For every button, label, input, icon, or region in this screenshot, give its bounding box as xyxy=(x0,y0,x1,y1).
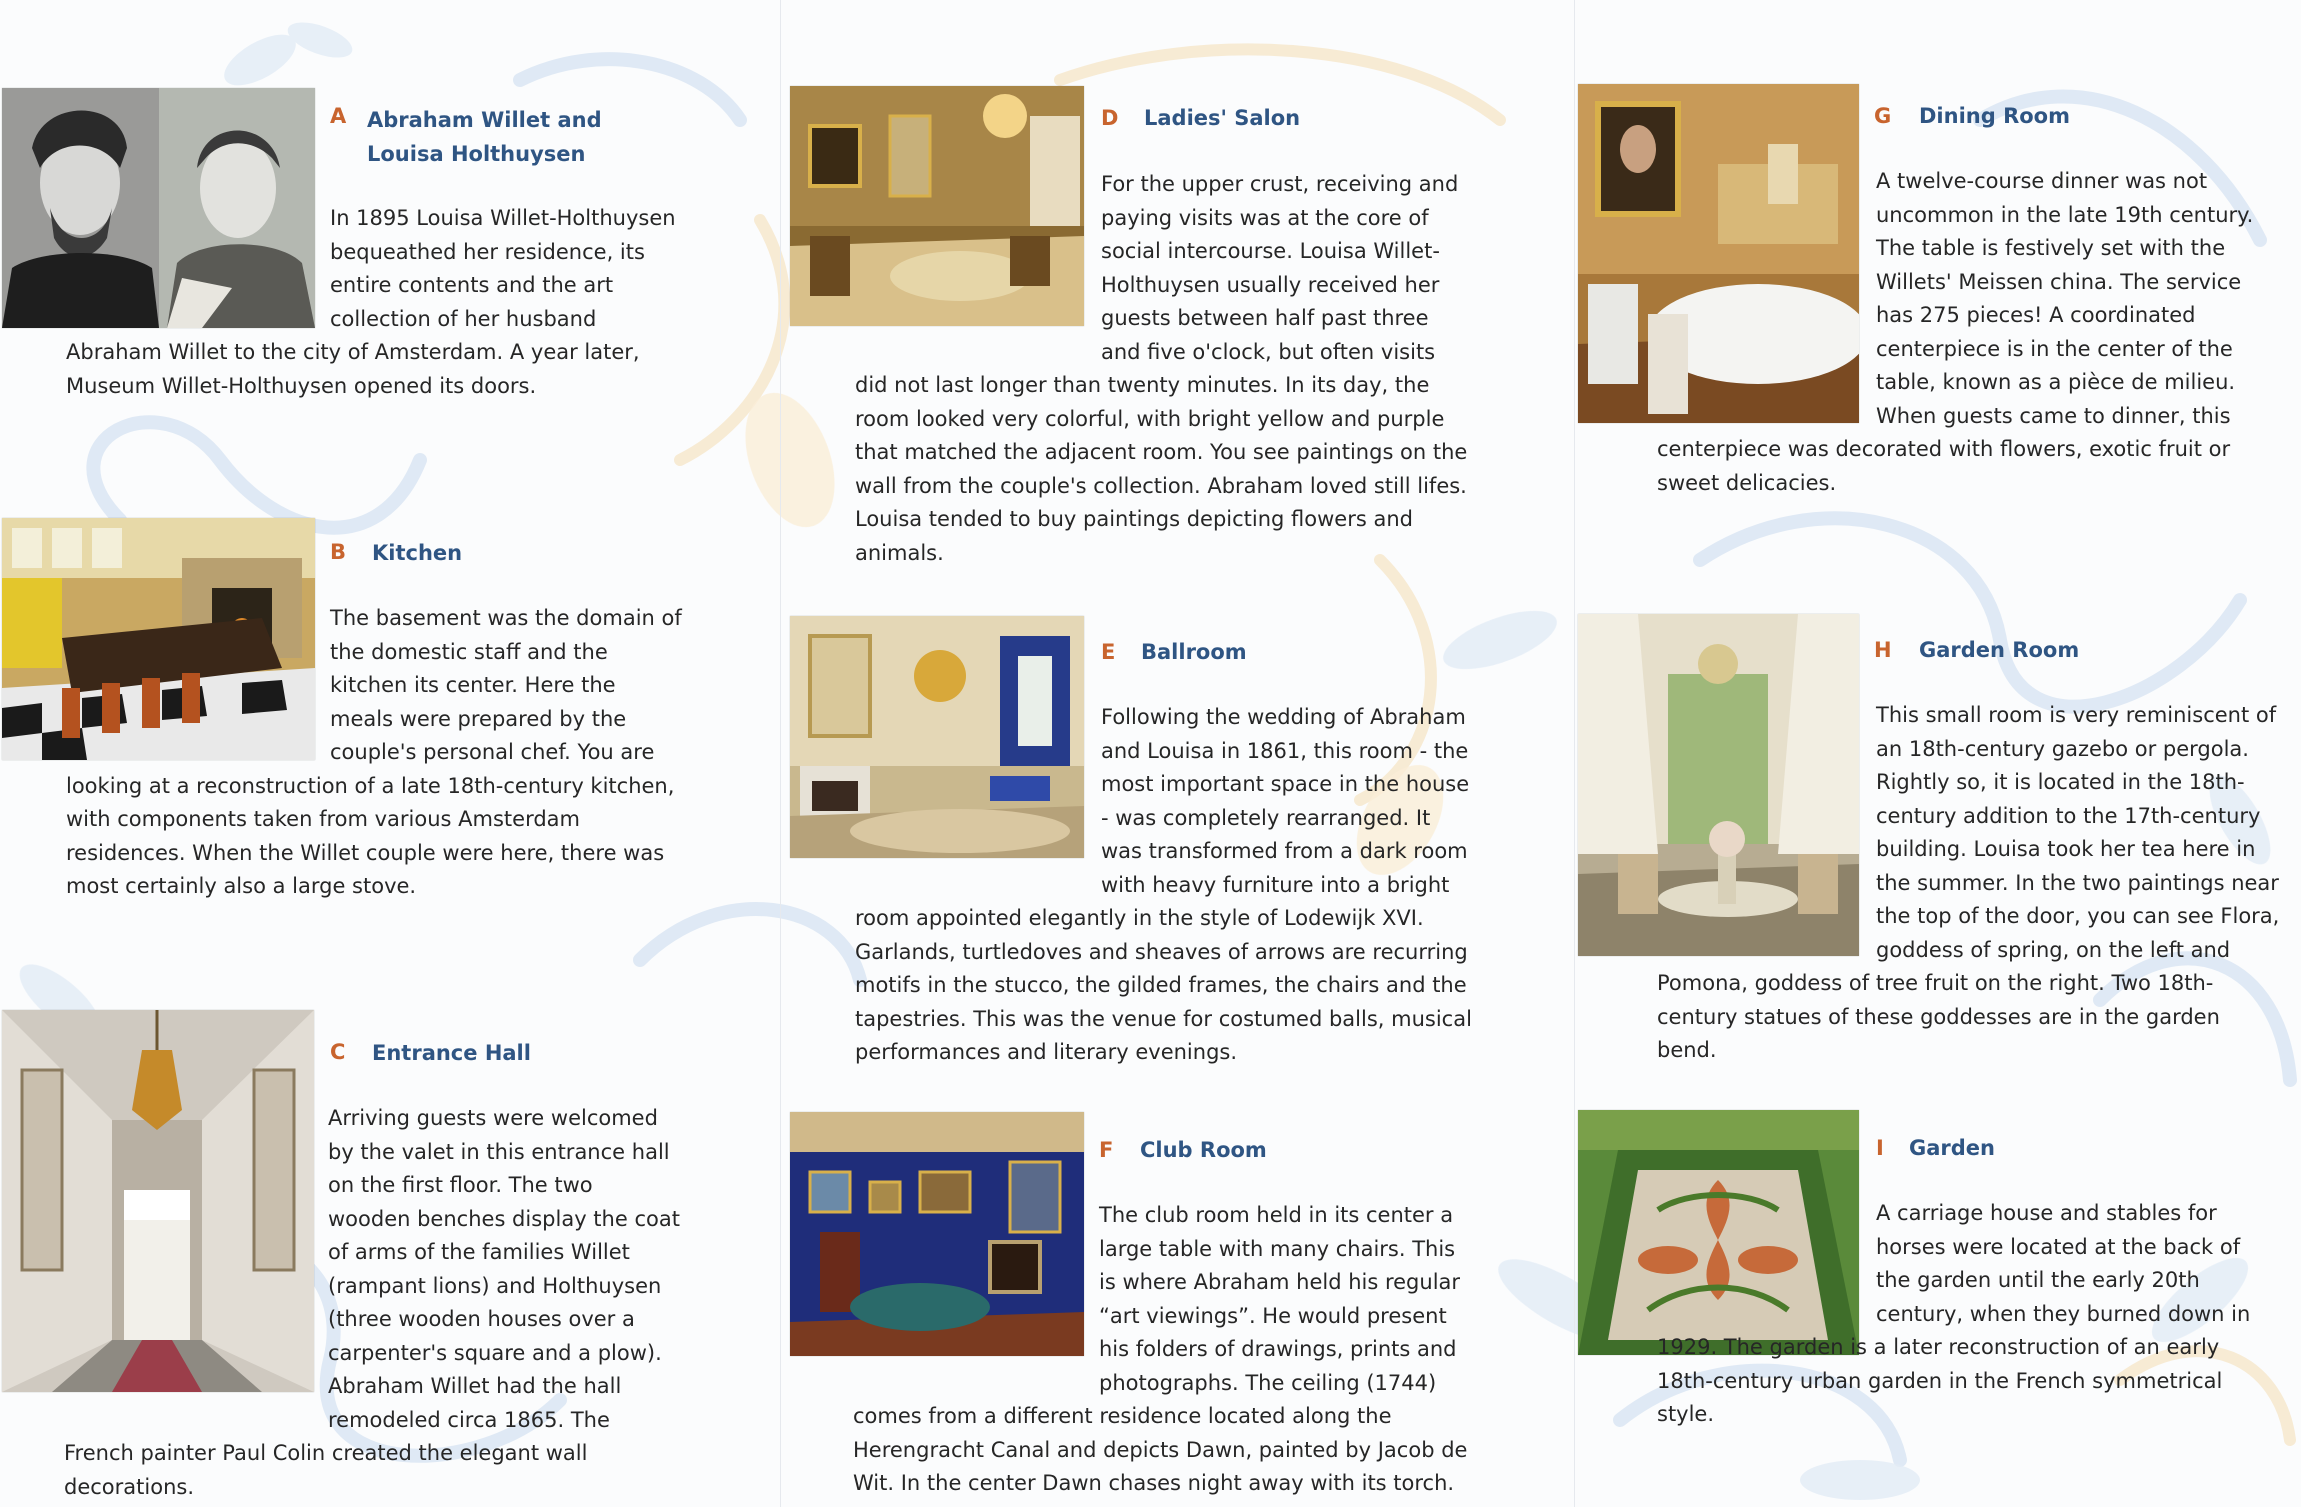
panel-fold xyxy=(1574,0,1575,1507)
section-text-content: For the upper crust, receiving and paying visits was at the core of social intercourse. Louisa Willet-Holthuysen usually received her guests between half past three and five o'clock, but often visits did not last longer than twenty minutes. In its day, the room looked very colorful, with bright yellow and purple that matched the adjacent room. You see paintings on the wall from the couple's collection. Abraham loved still lifes. Louisa tended to buy paintings depicting flowers and animals. xyxy=(855,172,1468,565)
section-title: Kitchen xyxy=(372,541,463,565)
section-title: Entrance Hall xyxy=(372,1041,531,1065)
section-text-content: In 1895 Louisa Willet-Holthuysen bequeathed her residence, its entire contents and the art collection of her husband Abraham Willet to the city of Amsterdam. A year later, Museum Willet-Holthuysen opened its doors. xyxy=(66,206,676,398)
section-text xyxy=(1657,165,2281,500)
section-text xyxy=(1657,699,2281,1068)
section-text xyxy=(1657,1197,2281,1432)
section-title: Ballroom xyxy=(1141,640,1247,664)
section-title: Garden Room xyxy=(1919,638,2080,662)
section-letter: F xyxy=(1099,1138,1114,1162)
section-title: Ladies' Salon xyxy=(1144,106,1301,130)
section-letter: E xyxy=(1101,640,1116,664)
section-letter: B xyxy=(330,540,347,564)
section-text-content: Arriving guests were welcomed by the valet in this entrance hall on the first floor. The two wooden benches display the coat of arms of the families Willet (rampant lions) and Holthuysen (three wooden houses over a carpenter's square and a plow). Abraham Willet had the hall remodeled circa 1865. The French painter Paul Colin created the elegant wall decorations. xyxy=(64,1106,680,1499)
section-text-content: This small room is very reminiscent of an 18th-century gazebo or pergola. Rightly so, it is located in the 18th-century addition to the 17th-century building. Louisa took her tea here in the summer. In the two paintings near the top of the door, you can see Flora, goddess of spring, on the left and Pomona, goddess of tree fruit on the right. Two 18th-century statues of these goddesses are in the garden bend. xyxy=(1657,703,2280,1062)
section-title: Club Room xyxy=(1140,1138,1267,1162)
section-title: Abraham Willet and Louisa Holthuysen xyxy=(367,108,602,166)
section-title: Dining Room xyxy=(1919,104,2070,128)
section-text-content: The basement was the domain of the domestic staff and the kitchen its center. Here the meals were prepared by the couple's personal chef. You are looking at a reconstruction of a late 18th-century kitchen, with components taken from various Amsterdam residences. When the Willet couple were here, there was most certainly also a large stove. xyxy=(66,606,682,898)
section-text xyxy=(66,602,682,904)
section-letter: H xyxy=(1874,638,1892,662)
section-letter: A xyxy=(330,104,347,128)
section-text-content: A twelve-course dinner was not uncommon in the late 19th century. The table is festively set with the Willets' Meissen china. The service has 275 pieces! A coordinated centerpiece is in the center of the table, known as a pièce de milieu. When guests came to dinner, this centerpiece was decorated with flowers, exotic fruit or sweet delicacies. xyxy=(1657,169,2254,495)
section-letter: D xyxy=(1101,106,1119,130)
section-text-content: A carriage house and stables for horses were located at the back of the garden until the early 20th century, when they burned down in 1929. The garden is a later reconstruction of an early 18th-century urban garden in the French symmetrical style. xyxy=(1657,1201,2251,1426)
section-text xyxy=(853,1199,1473,1501)
panel-fold xyxy=(780,0,781,1507)
section-text xyxy=(855,701,1473,1070)
section-letter: C xyxy=(330,1040,346,1064)
section-text-content: Following the wedding of Abraham and Louisa in 1861, this room - the most important space in the house - was completely rearranged. It was transformed from a dark room with heavy furniture into a bright room appointed elegantly in the style of Lodewijk XVI. Garlands, turtledoves and sheaves of arrows are recurring motifs in the stucco, the gilded frames, the chairs and the tapestries. This was the venue for costumed balls, musical performances and literary evenings. xyxy=(855,705,1472,1064)
section-text xyxy=(855,168,1473,570)
section-text xyxy=(66,202,682,403)
section-letter: I xyxy=(1876,1136,1884,1160)
section-letter: G xyxy=(1874,104,1892,128)
section-text-content: The club room held in its center a large table with many chairs. This is where Abraham held his regular “art viewings”. He would present his folders of drawings, prints and photographs. The ceiling (1744) comes from a different residence located along the Herengracht Canal and depicts Dawn, painted by Jacob de Wit. In the center Dawn chases night away with its torch. xyxy=(853,1203,1468,1495)
section-title: Garden xyxy=(1909,1136,1995,1160)
section-text xyxy=(64,1102,680,1504)
